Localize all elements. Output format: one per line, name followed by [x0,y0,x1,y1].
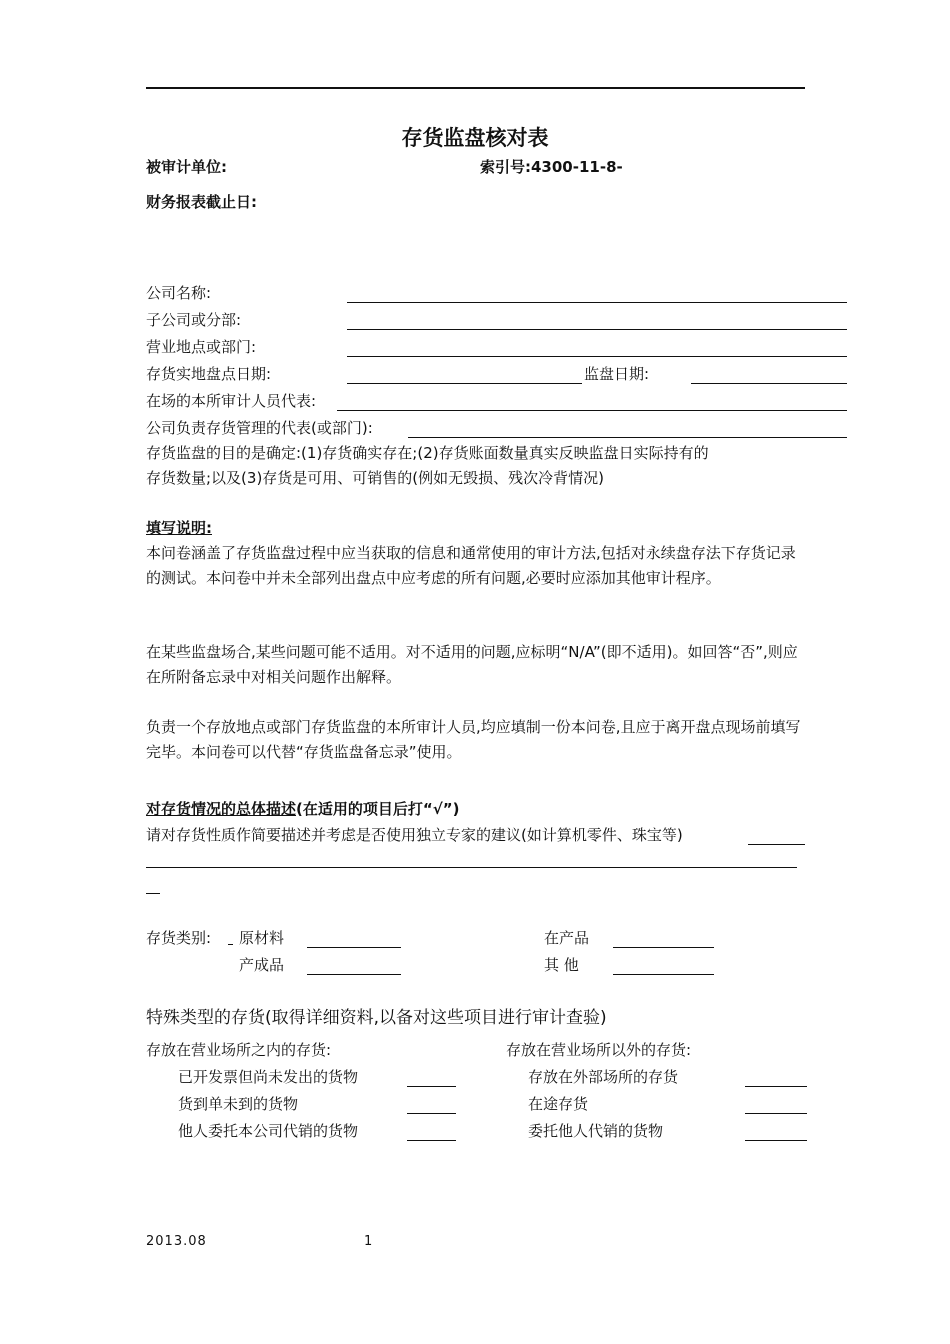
index-number [480,157,623,177]
company-rep-label: 公司负责存货管理的代表(或部门): [146,419,373,437]
purpose-line-2: 存货数量;以及(3)存货是可用、可销售的(例如无毁损、残次冷背情况) [146,469,605,487]
purpose-line-1: 存货监盘的目的是确定:(1)存货确实存在;(2)存货账面数量真实反映监盘日实际持有的 [146,444,709,462]
index-label: 索引号: [480,158,531,176]
instructions-heading: 填写说明: [146,519,212,537]
auditor-rep-field[interactable] [337,410,847,411]
company-rep-field[interactable] [408,437,847,438]
instructions-paragraph-1: 本问卷涵盖了存货监盘过程中应当获取的信息和通常使用的审计方法,包括对永续盘存法下存货记录的测试。本问卷中并未全部列出盘点中应考虑的所有问题,必要时应添加其他审计程序。 [146,544,796,587]
raw-materials-check[interactable] [307,947,401,948]
header-rule [146,87,805,89]
categories-label-mark [228,944,233,945]
auditor-rep-label: 在场的本所审计人员代表: [146,392,317,410]
instructions-paragraph-2: 在某些监盘场合,某些问题可能不适用。对不适用的问题,应标明“N/A”(即不适用)。如回答“否”,则应在所附备忘录中对相关问题作出解释。 [146,643,798,686]
company-name-label: 公司名称: [146,284,212,302]
outside-item: 委托他人代销的货物 [528,1122,664,1140]
outside-item-check[interactable] [745,1113,807,1114]
raw-materials-label: 原材料 [239,929,285,947]
page-number: 1 [364,1234,373,1249]
index-value: 4300-11-8- [531,158,623,176]
inside-item-check[interactable] [407,1086,456,1087]
footer-date: 2013.08 [146,1234,207,1249]
inside-item: 货到单未到的货物 [178,1095,299,1113]
business-location-label: 营业地点或部门: [146,338,257,356]
audited-unit-label: 被审计单位: [146,158,227,176]
count-date-field[interactable] [347,383,582,384]
wip-label: 在产品 [544,929,590,947]
observation-date-label: 监盘日期: [584,365,650,383]
other-check[interactable] [613,974,714,975]
overview-answer-line-3[interactable] [146,893,160,894]
inside-item: 他人委托本公司代销的货物 [178,1122,359,1140]
finished-goods-label: 产成品 [239,956,285,974]
overview-answer-line-2[interactable] [146,867,797,868]
inside-item-check[interactable] [407,1113,456,1114]
finished-goods-check[interactable] [307,974,401,975]
outside-item: 在途存货 [528,1095,589,1113]
business-location-field[interactable] [347,356,847,357]
subsidiary-label: 子公司或分部: [146,311,242,329]
outside-item: 存放在外部场所的存货 [528,1068,679,1086]
outside-item-check[interactable] [745,1140,807,1141]
overview-heading-note: (在适用的项目后打“√”) [296,800,460,818]
company-name-field[interactable] [347,302,847,303]
count-date-label: 存货实地盘点日期: [146,365,272,383]
inside-item-check[interactable] [407,1140,456,1141]
overview-answer-line-1[interactable] [748,844,805,845]
subsidiary-field[interactable] [347,329,847,330]
report-date-label: 财务报表截止日: [146,193,257,211]
inside-label: 存放在营业场所之内的存货: [146,1041,332,1059]
outside-label: 存放在营业场所以外的存货: [506,1041,692,1059]
observation-date-field[interactable] [691,383,847,384]
overview-prompt: 请对存货性质作简要描述并考虑是否使用独立专家的建议(如计算机零件、珠宝等) [146,826,683,844]
page-title: 存货监盘核对表 [401,126,549,150]
other-label: 其 他 [544,956,579,974]
categories-label: 存货类别: [146,929,212,947]
special-heading: 特殊类型的存货(取得详细资料,以备对这些项目进行审计查验) [146,1008,607,1028]
instructions-paragraph-3: 负责一个存放地点或部门存货监盘的本所审计人员,均应填制一份本问卷,且应于离开盘点现场前填写完毕。本问卷可以代替“存货监盘备忘录”使用。 [146,718,801,761]
overview-heading-text: 对存货情况的总体描述 [146,800,297,818]
inside-item: 已开发票但尚未发出的货物 [178,1068,359,1086]
wip-check[interactable] [613,947,714,948]
overview-heading [146,799,459,819]
outside-item-check[interactable] [745,1086,807,1087]
